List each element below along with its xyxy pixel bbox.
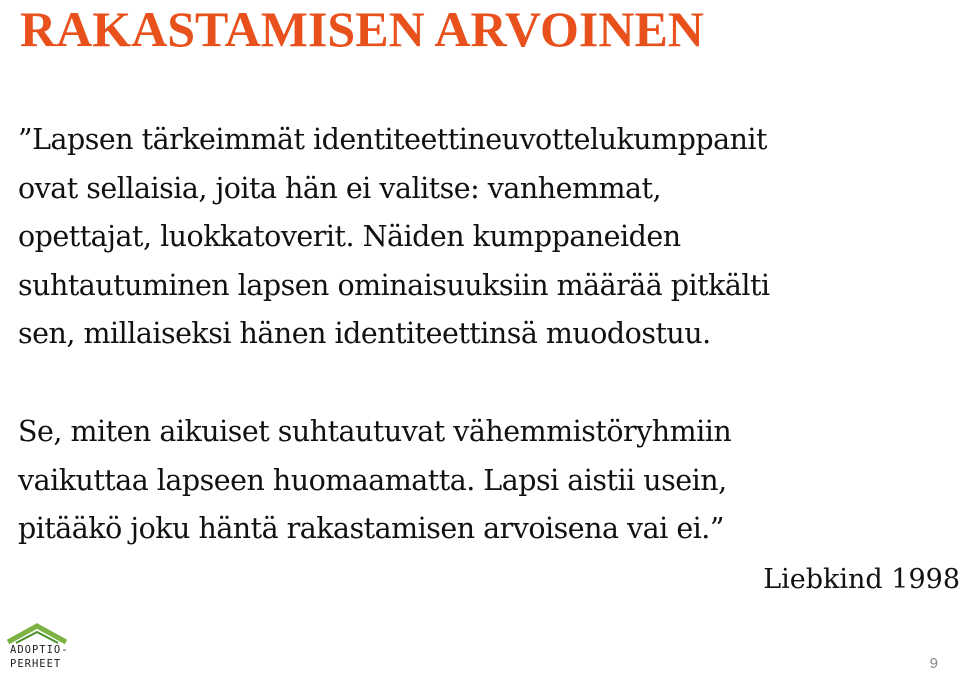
quote-paragraph-1 [18,116,770,359]
house-roof-icon [6,622,68,646]
quote-line: ovat sellaisia, joita hän ei valitse: vanhemmat, [18,171,662,205]
quote-line: Se, miten aikuiset suhtautuvat vähemmistöryhmiin [18,415,732,448]
quote-line: opettajat, luokkatoverit. Näiden kumppaneiden [18,220,681,253]
quote-attribution: Liebkind 1998 [763,564,960,595]
quote-line: vaikuttaa lapseen huomaamatta. Lapsi aistii usein, [18,463,727,497]
quote-line: ”Lapsen tärkeimmät identiteettineuvottelukumppanit [18,123,767,156]
adoptioperheet-logo [6,622,68,674]
quote-line: suhtautuminen lapsen ominaisuuksiin määrää pitkälti [18,268,770,302]
quote-line: sen, millaiseksi hänen identiteettinsä muodostuu. [18,317,711,350]
logo-text-line-1: ADOPTIO- [10,644,69,656]
logo-text-line-2: PERHEET [10,658,62,670]
page-number: 9 [929,655,938,672]
quote-paragraph-2 [18,408,731,554]
quote-line: pitääkö joku häntä rakastamisen arvoisena vai ei.” [18,512,724,545]
slide-title: RAKASTAMISEN ARVOINEN [20,1,704,57]
